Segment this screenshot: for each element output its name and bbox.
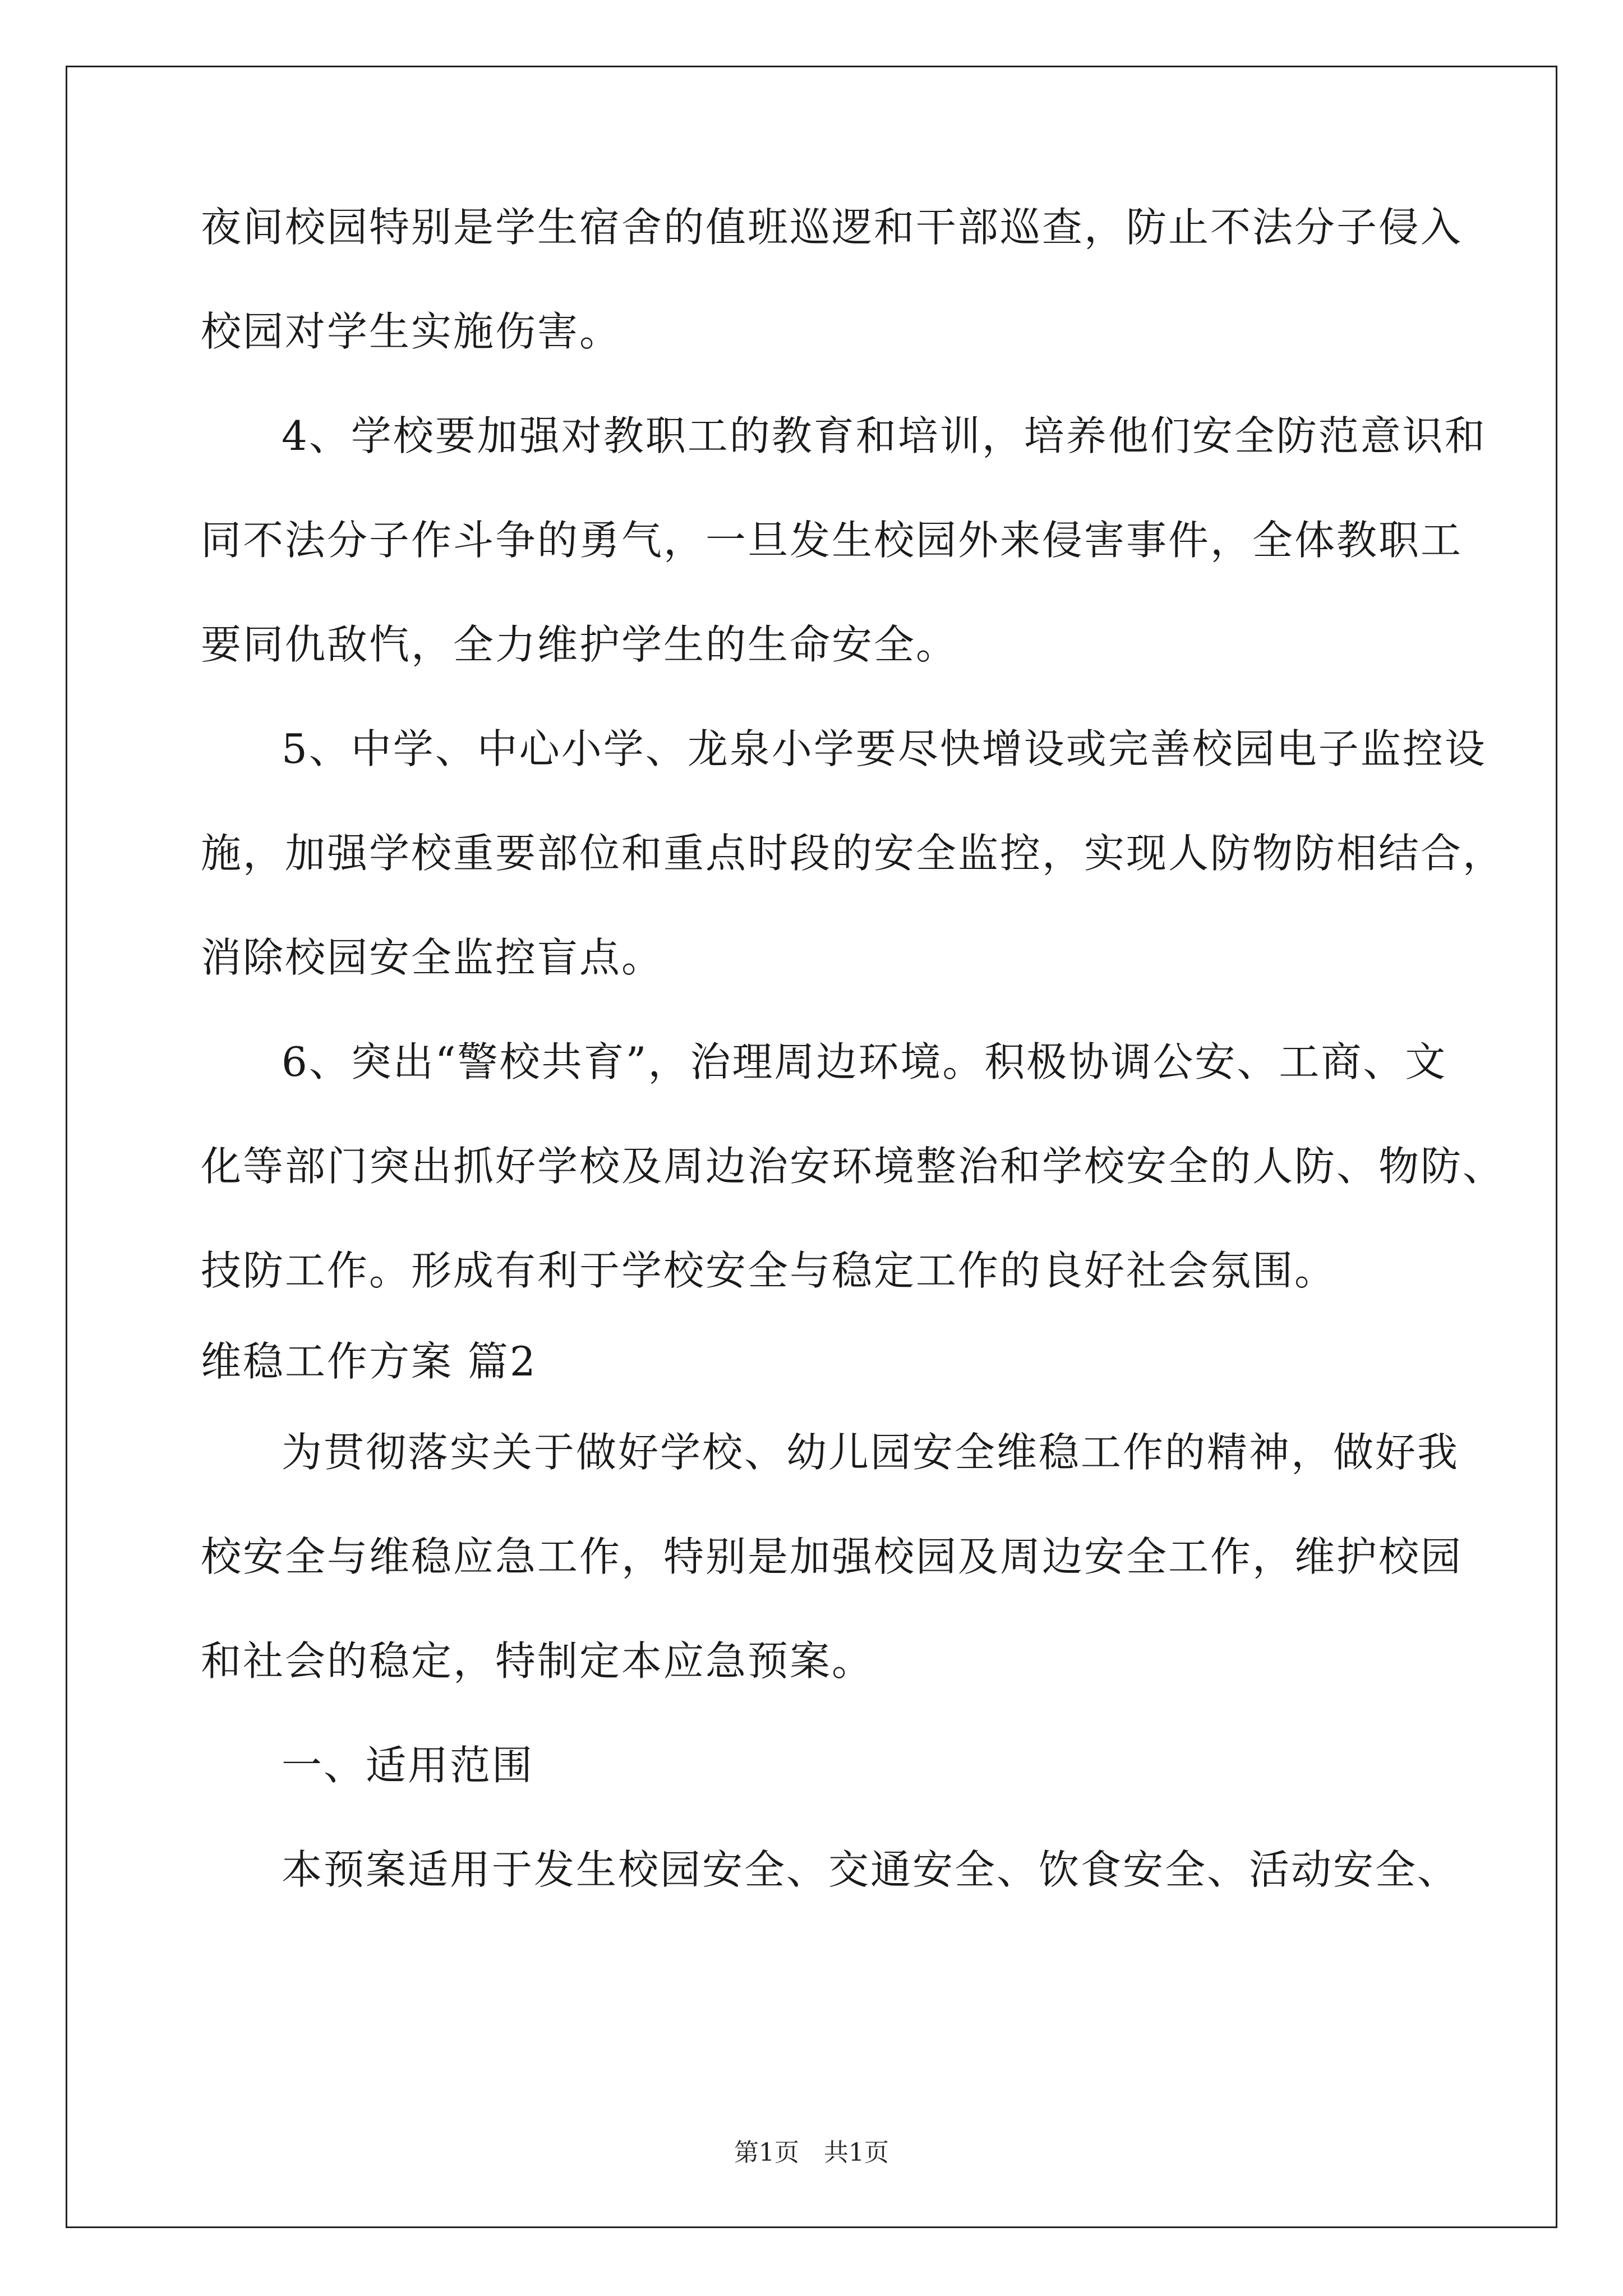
subheading: 一、适用范围: [282, 1742, 534, 1789]
page-number: 第1页 共1页: [734, 2138, 889, 2167]
section-heading: 维稳工作方案 篇2: [201, 1338, 537, 1385]
paragraph-start: 6、突出“警校共育”，治理周边环境。积极协调公安、工商、文: [282, 1038, 1447, 1085]
text-line: 要同仇敌忾，全力维护学生的生命安全。: [201, 621, 958, 668]
text-line: 技防工作。形成有利于学校安全与稳定工作的良好社会氛围。: [201, 1247, 1337, 1294]
paragraph-start: 本预案适用于发生校园安全、交通安全、饮食安全、活动安全、: [282, 1846, 1460, 1893]
text-line: 消除校园安全监控盲点。: [201, 934, 664, 981]
text-line: 同不法分子作斗争的勇气，一旦发生校园外来侵害事件，全体教职工: [201, 517, 1463, 564]
paragraph-start: 4、学校要加强对教职工的教育和培训，培养他们安全防范意识和: [282, 412, 1487, 459]
text-line: 夜间校园特别是学生宿舍的值班巡逻和干部巡查，防止不法分子侵入: [201, 204, 1463, 251]
text-line: 化等部门突出抓好学校及周边治安环境整治和学校安全的人防、物防、: [201, 1143, 1505, 1190]
document-body: [201, 202, 1505, 1895]
text-line: 和社会的稳定，特制定本应急预案。: [201, 1637, 874, 1685]
text-line: 施，加强学校重要部位和重点时段的安全监控，实现人防物防相结合，: [201, 830, 1505, 877]
text-line: 校安全与维稳应急工作，特别是加强校园及周边安全工作，维护校园: [201, 1533, 1463, 1580]
text-line: 校园对学生实施伤害。: [201, 308, 622, 355]
paragraph-start: 为贯彻落实关于做好学校、幼儿园安全维稳工作的精神，做好我: [282, 1429, 1460, 1476]
paragraph-start: 5、中学、中心小学、龙泉小学要尽快增设或完善校园电子监控设: [282, 725, 1487, 772]
